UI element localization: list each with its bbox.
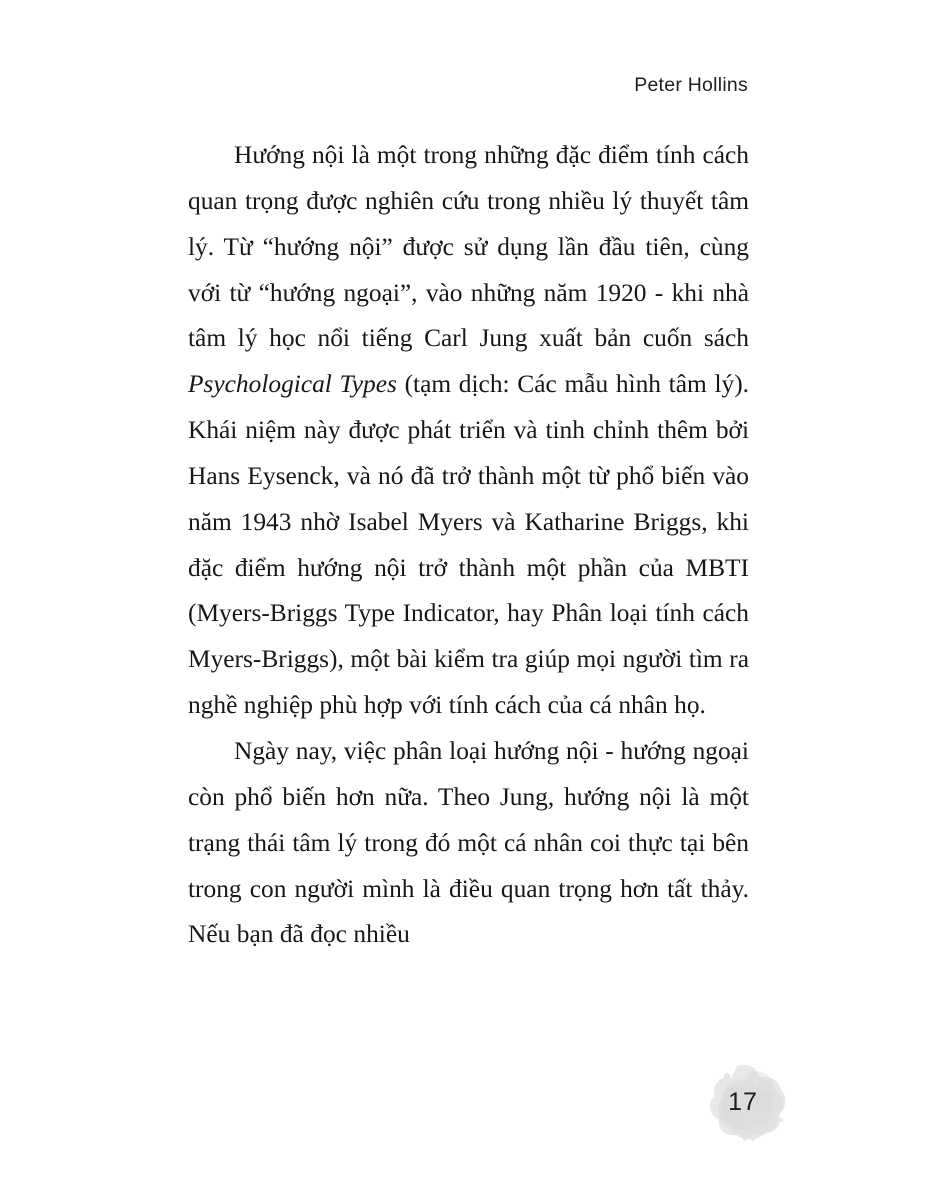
paragraph-1-text-after-title: (tạm dịch: Các mẫu hình tâm lý). Khái niệm này được phát triển và tinh chỉnh thêm bởi Hans Eysenck, và nó đã trở thành một từ phổ biến vào năm 1943 nhờ Isabel Myers và Katharine Briggs, khi đặc điểm hướng nội trở thành một phần của MBTI (Myers-Briggs Type Indicator, hay Phân loại tính cách Myers-Briggs), một bài kiểm tra giúp mọi người tìm ra nghề nghiệp phù hợp với tính cách của cá nhân họ. (188, 370, 749, 720)
body-text-block (188, 133, 749, 958)
page-number: 17 (728, 1087, 758, 1116)
book-title-italic: Psychological Types (188, 370, 397, 399)
paragraph-2: Ngày nay, việc phân loại hướng nội - hướng ngoại còn phổ biến hơn nữa. Theo Jung, hướng nội là một trạng thái tâm lý trong đó một cá nhân coi thực tại bên trong con người mình là điều quan trọng hơn tất thảy. Nếu bạn đã đọc nhiều (188, 736, 749, 949)
page-number-ornament (697, 1058, 793, 1150)
running-header: Peter Hollins (634, 74, 748, 96)
paragraph-1 (188, 133, 749, 729)
paragraph-1-text-before-title: Hướng nội là một trong những đặc điểm tính cách quan trọng được nghiên cứu trong nhiều lý thuyết tâm lý. Từ “hướng nội” được sử dụng lần đầu tiên, cùng với từ “hướng ngoại”, vào những năm 1920 - khi nhà tâm lý học nổi tiếng Carl Jung xuất bản cuốn sách (188, 141, 749, 353)
